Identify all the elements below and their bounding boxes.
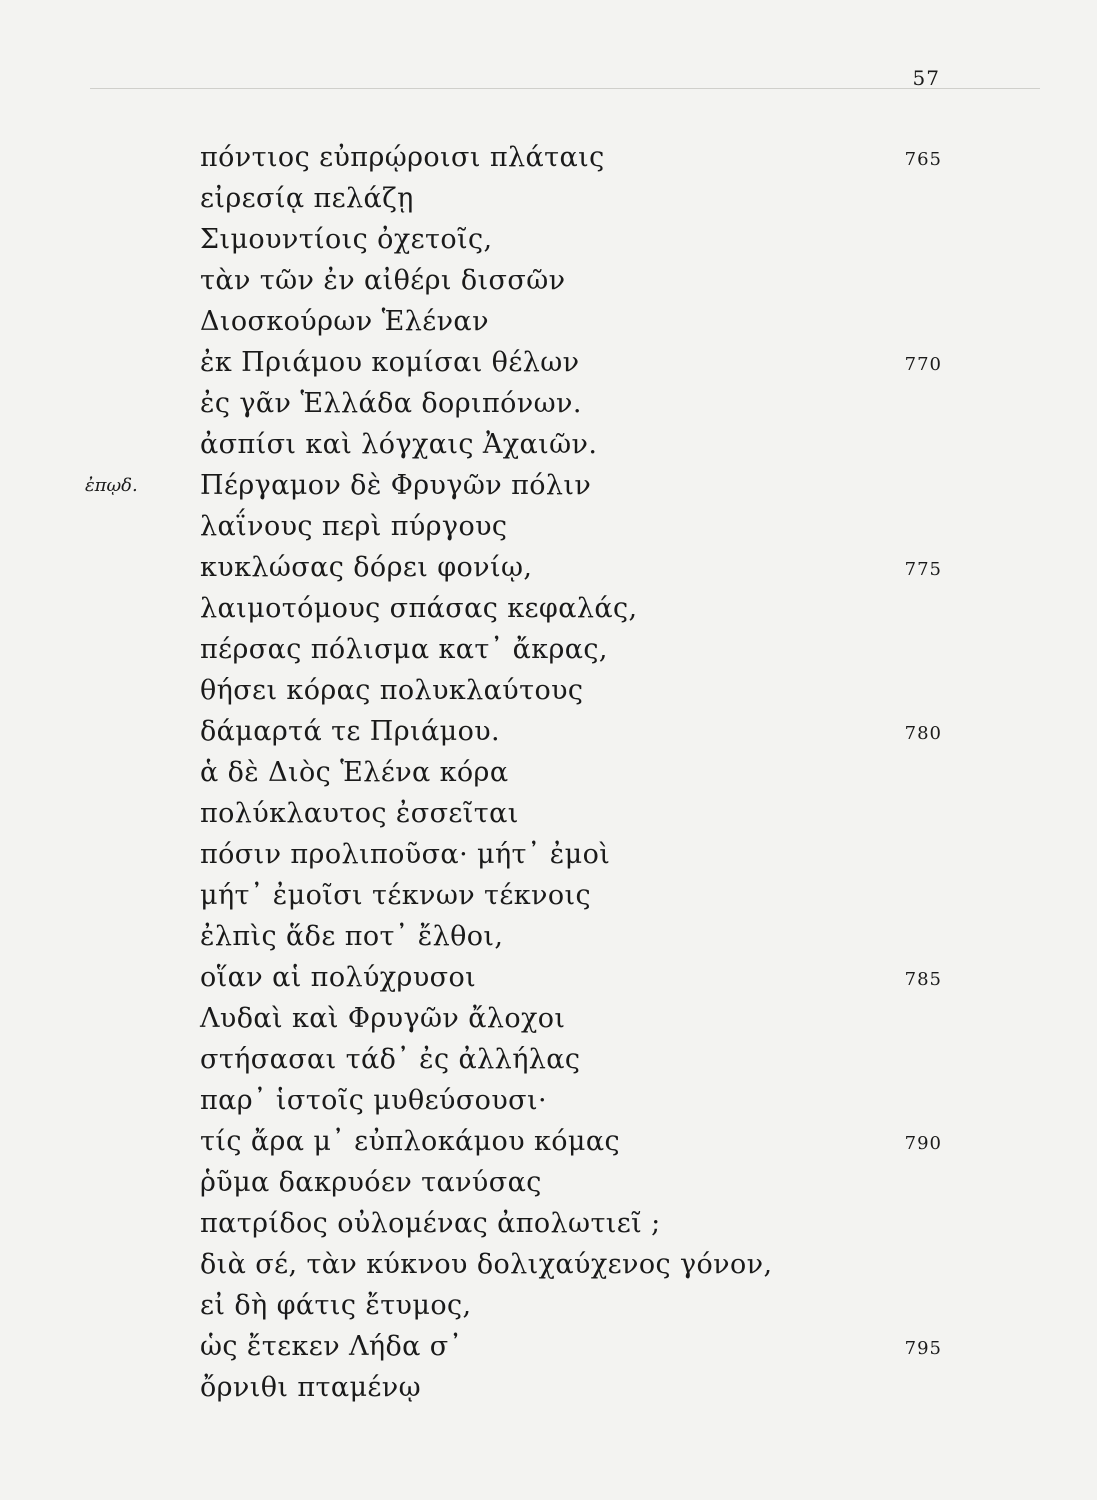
bleed-through-rule — [90, 88, 1040, 89]
verse-line: πόντιος εὐπρῴροισι πλάταις — [200, 142, 605, 173]
verse-line: εἰρεσίᾳ πελάζῃ — [200, 183, 414, 214]
line-number: 790 — [904, 1133, 942, 1154]
verse-line: πολύκλαυτος ἐσσεῖται — [200, 798, 519, 829]
line-number: 770 — [904, 354, 942, 375]
verse-line: οἵαν αἱ πολύχρυσοι — [200, 962, 477, 993]
verse-line: στήσασαι τάδ᾽ ἐς ἀλλήλας — [200, 1044, 581, 1075]
verse-line: ἐς γᾶν Ἑλλάδα δοριπόνων. — [200, 388, 582, 419]
line-number: 765 — [904, 149, 942, 170]
verse-line: τὰν τῶν ἐν αἰθέρι δισσῶν — [200, 265, 566, 296]
verse-line: παρ᾽ ἱστοῖς μυθεύσουσι· — [200, 1085, 547, 1116]
line-number: 795 — [904, 1338, 942, 1359]
verse-line: διὰ σέ, τὰν κύκνου δολιχαύχενος γόνον, — [200, 1249, 773, 1280]
verse-line: δάμαρτά τε Πριάμου. — [200, 716, 501, 747]
verse-line: μήτ᾽ ἐμοῖσι τέκνων τέκνοις — [200, 880, 592, 911]
verse-line: τίς ἄρα μ᾽ εὐπλοκάμου κόμας — [200, 1126, 621, 1157]
verse-line: ὄρνιθι πταμένῳ — [200, 1372, 422, 1403]
verse-line: θήσει κόρας πολυκλαύτους — [200, 675, 584, 706]
verse-line: ἁ δὲ Διὸς Ἑλένα κόρα — [200, 757, 509, 788]
verse-line: ἐκ Πριάμου κομίσαι θέλων — [200, 347, 580, 378]
verse-line: Λυδαὶ καὶ Φρυγῶν ἄλοχοι — [200, 1003, 566, 1034]
page-number: 57 — [912, 66, 940, 90]
verse-line: Σιμουντίοις ὀχετοῖς, — [200, 224, 493, 255]
verse-line: πέρσας πόλισμα κατ᾽ ἄκρας, — [200, 634, 608, 665]
verse-line: Διοσκούρων Ἑλέναν — [200, 306, 489, 337]
section-label: ἐπῳδ. — [85, 475, 138, 496]
verse-line: κυκλώσας δόρει φονίῳ, — [200, 552, 533, 583]
verse-line: ἐλπὶς ἅδε ποτ᾽ ἔλθοι, — [200, 921, 504, 952]
line-number: 780 — [904, 723, 942, 744]
verse-line: πόσιν προλιποῦσα· μήτ᾽ ἐμοὶ — [200, 839, 611, 870]
verse-line: ῥῦμα δακρυόεν τανύσας — [200, 1167, 542, 1198]
verse-line: λαιμοτόμους σπάσας κεφαλάς, — [200, 593, 638, 624]
verse-line: εἰ δὴ φάτις ἔτυμος, — [200, 1290, 472, 1321]
line-number: 775 — [904, 559, 942, 580]
verse-line: ὡς ἔτεκεν Λήδα σ᾽ — [200, 1331, 463, 1362]
verse-line: Πέργαμον δὲ Φρυγῶν πόλιν — [200, 470, 592, 501]
verse-line: ἀσπίσι καὶ λόγχαις Ἀχαιῶν. — [200, 429, 598, 460]
verse-line: λαΐνους περὶ πύργους — [200, 511, 508, 542]
verse-line: πατρίδος οὐλομένας ἀπολωτιεῖ ; — [200, 1208, 661, 1239]
line-number: 785 — [904, 969, 942, 990]
